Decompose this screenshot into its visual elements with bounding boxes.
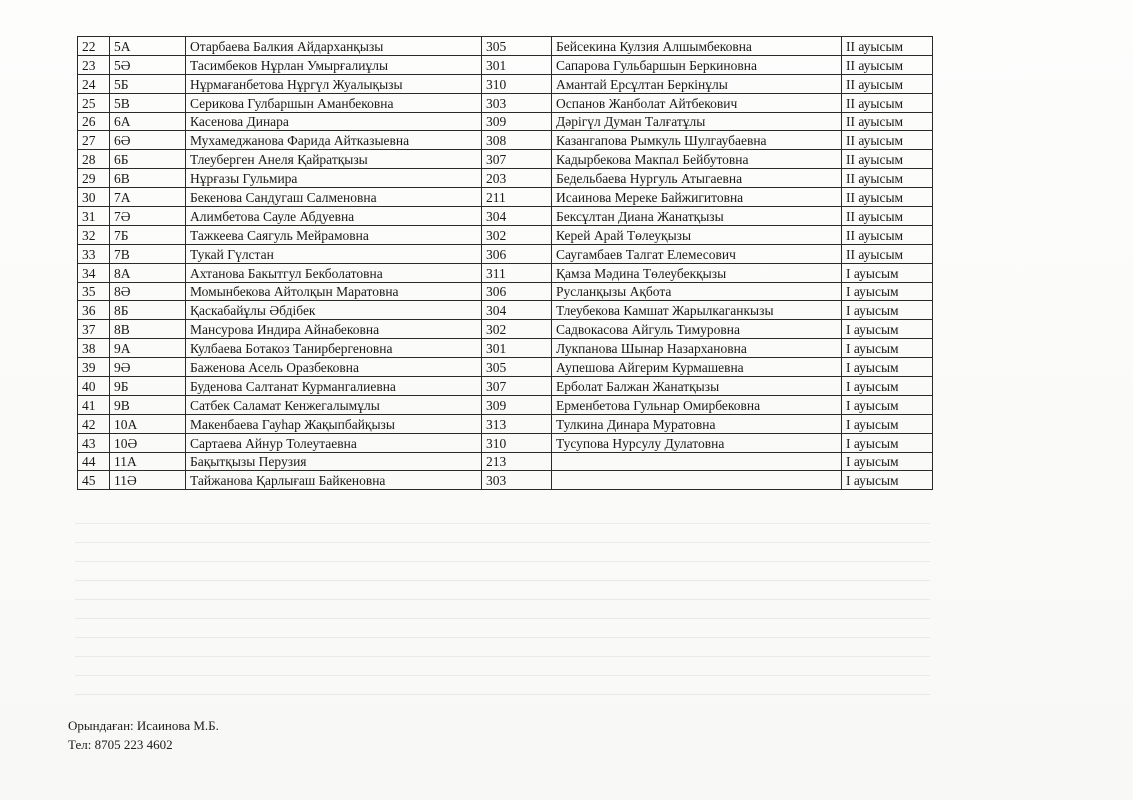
shift-cell: I ауысым xyxy=(842,263,933,282)
shift-cell: II ауысым xyxy=(842,93,933,112)
room-cell: 301 xyxy=(482,339,552,358)
row-number: 38 xyxy=(78,339,110,358)
table-row xyxy=(78,112,933,131)
row-number: 37 xyxy=(78,320,110,339)
table-row xyxy=(78,395,933,414)
head-teacher-cell: Қаскабайұлы Әбдібек xyxy=(186,301,482,320)
shift-cell: I ауысым xyxy=(842,358,933,377)
class-cell: 10Ә xyxy=(110,433,186,452)
class-cell: 8Ә xyxy=(110,282,186,301)
head-teacher-cell: Буденова Салтанат Курмангалиевна xyxy=(186,377,482,396)
shift-cell: I ауысым xyxy=(842,301,933,320)
room-cell: 303 xyxy=(482,471,552,490)
shift-cell: II ауысым xyxy=(842,131,933,150)
table-row xyxy=(78,244,933,263)
head-teacher-cell: Макенбаева Гауһар Жақыпбайқызы xyxy=(186,414,482,433)
table-row xyxy=(78,207,933,226)
row-number: 41 xyxy=(78,395,110,414)
head-teacher-cell: Тасимбеков Нұрлан Умырғалиұлы xyxy=(186,55,482,74)
table-row xyxy=(78,282,933,301)
deputy-cell: Керей Арай Төлеуқызы xyxy=(552,225,842,244)
deputy-cell: Садвокасова Айгуль Тимуровна xyxy=(552,320,842,339)
table-row xyxy=(78,225,933,244)
table-row xyxy=(78,37,933,56)
head-teacher-cell: Сартаева Айнур Толеутаевна xyxy=(186,433,482,452)
shift-cell: II ауысым xyxy=(842,169,933,188)
head-teacher-cell: Тайжанова Қарлығаш Байкеновна xyxy=(186,471,482,490)
class-cell: 9В xyxy=(110,395,186,414)
row-number: 33 xyxy=(78,244,110,263)
room-cell: 310 xyxy=(482,433,552,452)
room-cell: 302 xyxy=(482,320,552,339)
footer xyxy=(68,716,219,754)
head-teacher-cell: Кулбаева Ботакоз Танирбергеновна xyxy=(186,339,482,358)
table-row xyxy=(78,301,933,320)
table-row xyxy=(78,188,933,207)
row-number: 42 xyxy=(78,414,110,433)
prepared-by: Орындаған: Исаинова М.Б. xyxy=(68,718,219,733)
row-number: 30 xyxy=(78,188,110,207)
class-cell: 6А xyxy=(110,112,186,131)
shift-cell: I ауысым xyxy=(842,282,933,301)
table-row xyxy=(78,377,933,396)
table-row xyxy=(78,320,933,339)
shift-cell: I ауысым xyxy=(842,395,933,414)
room-cell: 313 xyxy=(482,414,552,433)
shift-cell: II ауысым xyxy=(842,150,933,169)
deputy-cell: Исаинова Мереке Байжигитовна xyxy=(552,188,842,207)
head-teacher-cell: Серикова Гулбаршын Аманбековна xyxy=(186,93,482,112)
class-cell: 8В xyxy=(110,320,186,339)
class-cell: 6Б xyxy=(110,150,186,169)
table-row xyxy=(78,433,933,452)
room-cell: 309 xyxy=(482,395,552,414)
deputy-cell: Қамза Мәдина Төлеубекқызы xyxy=(552,263,842,282)
deputy-cell: Амантай Ерсұлтан Беркінұлы xyxy=(552,74,842,93)
head-teacher-cell: Алимбетова Сауле Абдуевна xyxy=(186,207,482,226)
shift-cell: I ауысым xyxy=(842,471,933,490)
head-teacher-cell: Бекенова Сандугаш Салменовна xyxy=(186,188,482,207)
class-cell: 5В xyxy=(110,93,186,112)
bleed-through-lines xyxy=(75,505,930,705)
room-cell: 303 xyxy=(482,93,552,112)
shift-cell: I ауысым xyxy=(842,414,933,433)
room-cell: 311 xyxy=(482,263,552,282)
row-number: 36 xyxy=(78,301,110,320)
class-cell: 7Ә xyxy=(110,207,186,226)
class-cell: 10А xyxy=(110,414,186,433)
room-cell: 203 xyxy=(482,169,552,188)
deputy-cell: Аупешова Айгерим Курмашевна xyxy=(552,358,842,377)
deputy-cell: Тусупова Нурсулу Дулатовна xyxy=(552,433,842,452)
row-number: 44 xyxy=(78,452,110,471)
deputy-cell xyxy=(552,471,842,490)
deputy-cell: Лукпанова Шынар Назархановна xyxy=(552,339,842,358)
room-cell: 307 xyxy=(482,377,552,396)
class-cell: 9А xyxy=(110,339,186,358)
head-teacher-cell: Ахтанова Бакытгул Бекболатовна xyxy=(186,263,482,282)
class-cell: 7Б xyxy=(110,225,186,244)
head-teacher-cell: Тукай Гүлстан xyxy=(186,244,482,263)
row-number: 39 xyxy=(78,358,110,377)
table-row xyxy=(78,414,933,433)
row-number: 23 xyxy=(78,55,110,74)
head-teacher-cell: Тлеуберген Анеля Қайратқызы xyxy=(186,150,482,169)
deputy-cell xyxy=(552,452,842,471)
shift-cell: I ауысым xyxy=(842,433,933,452)
room-cell: 307 xyxy=(482,150,552,169)
class-cell: 11А xyxy=(110,452,186,471)
deputy-cell: Русланқызы Ақбота xyxy=(552,282,842,301)
room-cell: 301 xyxy=(482,55,552,74)
class-cell: 8А xyxy=(110,263,186,282)
deputy-cell: Казангапова Рымкуль Шулгаубаевна xyxy=(552,131,842,150)
row-number: 31 xyxy=(78,207,110,226)
deputy-cell: Дәрігүл Думан Талғатұлы xyxy=(552,112,842,131)
deputy-cell: Бексұлтан Диана Жанатқызы xyxy=(552,207,842,226)
table-row xyxy=(78,131,933,150)
room-cell: 305 xyxy=(482,37,552,56)
row-number: 45 xyxy=(78,471,110,490)
shift-cell: II ауысым xyxy=(842,74,933,93)
shift-cell: I ауысым xyxy=(842,377,933,396)
class-cell: 5Б xyxy=(110,74,186,93)
class-cell: 9Б xyxy=(110,377,186,396)
head-teacher-cell: Отарбаева Балкия Айдарханқызы xyxy=(186,37,482,56)
class-roster-table xyxy=(77,36,933,490)
room-cell: 304 xyxy=(482,207,552,226)
table-row xyxy=(78,74,933,93)
deputy-cell: Ерболат Балжан Жанатқызы xyxy=(552,377,842,396)
table-row xyxy=(78,339,933,358)
table-row xyxy=(78,93,933,112)
table-row xyxy=(78,471,933,490)
shift-cell: II ауысым xyxy=(842,225,933,244)
head-teacher-cell: Нұрғазы Гульмира xyxy=(186,169,482,188)
shift-cell: II ауысым xyxy=(842,112,933,131)
head-teacher-cell: Нұрмағанбетова Нұргүл Жуалықызы xyxy=(186,74,482,93)
room-cell: 213 xyxy=(482,452,552,471)
room-cell: 306 xyxy=(482,282,552,301)
room-cell: 308 xyxy=(482,131,552,150)
row-number: 29 xyxy=(78,169,110,188)
deputy-cell: Оспанов Жанболат Айтбекович xyxy=(552,93,842,112)
row-number: 25 xyxy=(78,93,110,112)
shift-cell: II ауысым xyxy=(842,55,933,74)
class-cell: 9Ә xyxy=(110,358,186,377)
class-cell: 6В xyxy=(110,169,186,188)
deputy-cell: Тулкина Динара Муратовна xyxy=(552,414,842,433)
class-cell: 5А xyxy=(110,37,186,56)
class-cell: 7А xyxy=(110,188,186,207)
roster-body xyxy=(78,37,933,490)
shift-cell: II ауысым xyxy=(842,244,933,263)
deputy-cell: Бедельбаева Нургуль Атыгаевна xyxy=(552,169,842,188)
row-number: 40 xyxy=(78,377,110,396)
shift-cell: II ауысым xyxy=(842,37,933,56)
head-teacher-cell: Тажкеева Саягуль Мейрамовна xyxy=(186,225,482,244)
row-number: 35 xyxy=(78,282,110,301)
head-teacher-cell: Момынбекова Айтолқын Маратовна xyxy=(186,282,482,301)
head-teacher-cell: Мансурова Индира Айнабековна xyxy=(186,320,482,339)
row-number: 24 xyxy=(78,74,110,93)
head-teacher-cell: Бақытқызы Перузия xyxy=(186,452,482,471)
deputy-cell: Бейсекина Кулзия Алшымбековна xyxy=(552,37,842,56)
row-number: 26 xyxy=(78,112,110,131)
class-cell: 7В xyxy=(110,244,186,263)
row-number: 27 xyxy=(78,131,110,150)
table-row xyxy=(78,169,933,188)
room-cell: 302 xyxy=(482,225,552,244)
head-teacher-cell: Баженова Асель Оразбековна xyxy=(186,358,482,377)
room-cell: 211 xyxy=(482,188,552,207)
head-teacher-cell: Мухамеджанова Фарида Айтказыевна xyxy=(186,131,482,150)
class-cell: 8Б xyxy=(110,301,186,320)
shift-cell: I ауысым xyxy=(842,320,933,339)
class-cell: 5Ә xyxy=(110,55,186,74)
phone-number: Тел: 8705 223 4602 xyxy=(68,737,173,752)
class-cell: 11Ә xyxy=(110,471,186,490)
row-number: 43 xyxy=(78,433,110,452)
table-row xyxy=(78,452,933,471)
room-cell: 304 xyxy=(482,301,552,320)
table-row xyxy=(78,150,933,169)
head-teacher-cell: Касенова Динара xyxy=(186,112,482,131)
deputy-cell: Кадырбекова Макпал Бейбутовна xyxy=(552,150,842,169)
row-number: 34 xyxy=(78,263,110,282)
row-number: 22 xyxy=(78,37,110,56)
head-teacher-cell: Сатбек Саламат Кенжегалымұлы xyxy=(186,395,482,414)
deputy-cell: Саугамбаев Талгат Елемесович xyxy=(552,244,842,263)
table-row xyxy=(78,55,933,74)
room-cell: 309 xyxy=(482,112,552,131)
room-cell: 306 xyxy=(482,244,552,263)
room-cell: 310 xyxy=(482,74,552,93)
table-row xyxy=(78,263,933,282)
shift-cell: II ауысым xyxy=(842,207,933,226)
table-row xyxy=(78,358,933,377)
row-number: 32 xyxy=(78,225,110,244)
class-cell: 6Ә xyxy=(110,131,186,150)
shift-cell: I ауысым xyxy=(842,452,933,471)
deputy-cell: Ерменбетова Гульнар Омирбековна xyxy=(552,395,842,414)
shift-cell: II ауысым xyxy=(842,188,933,207)
deputy-cell: Сапарова Гульбаршын Беркиновна xyxy=(552,55,842,74)
deputy-cell: Тлеубекова Камшат Жарылкаганкызы xyxy=(552,301,842,320)
room-cell: 305 xyxy=(482,358,552,377)
row-number: 28 xyxy=(78,150,110,169)
shift-cell: I ауысым xyxy=(842,339,933,358)
